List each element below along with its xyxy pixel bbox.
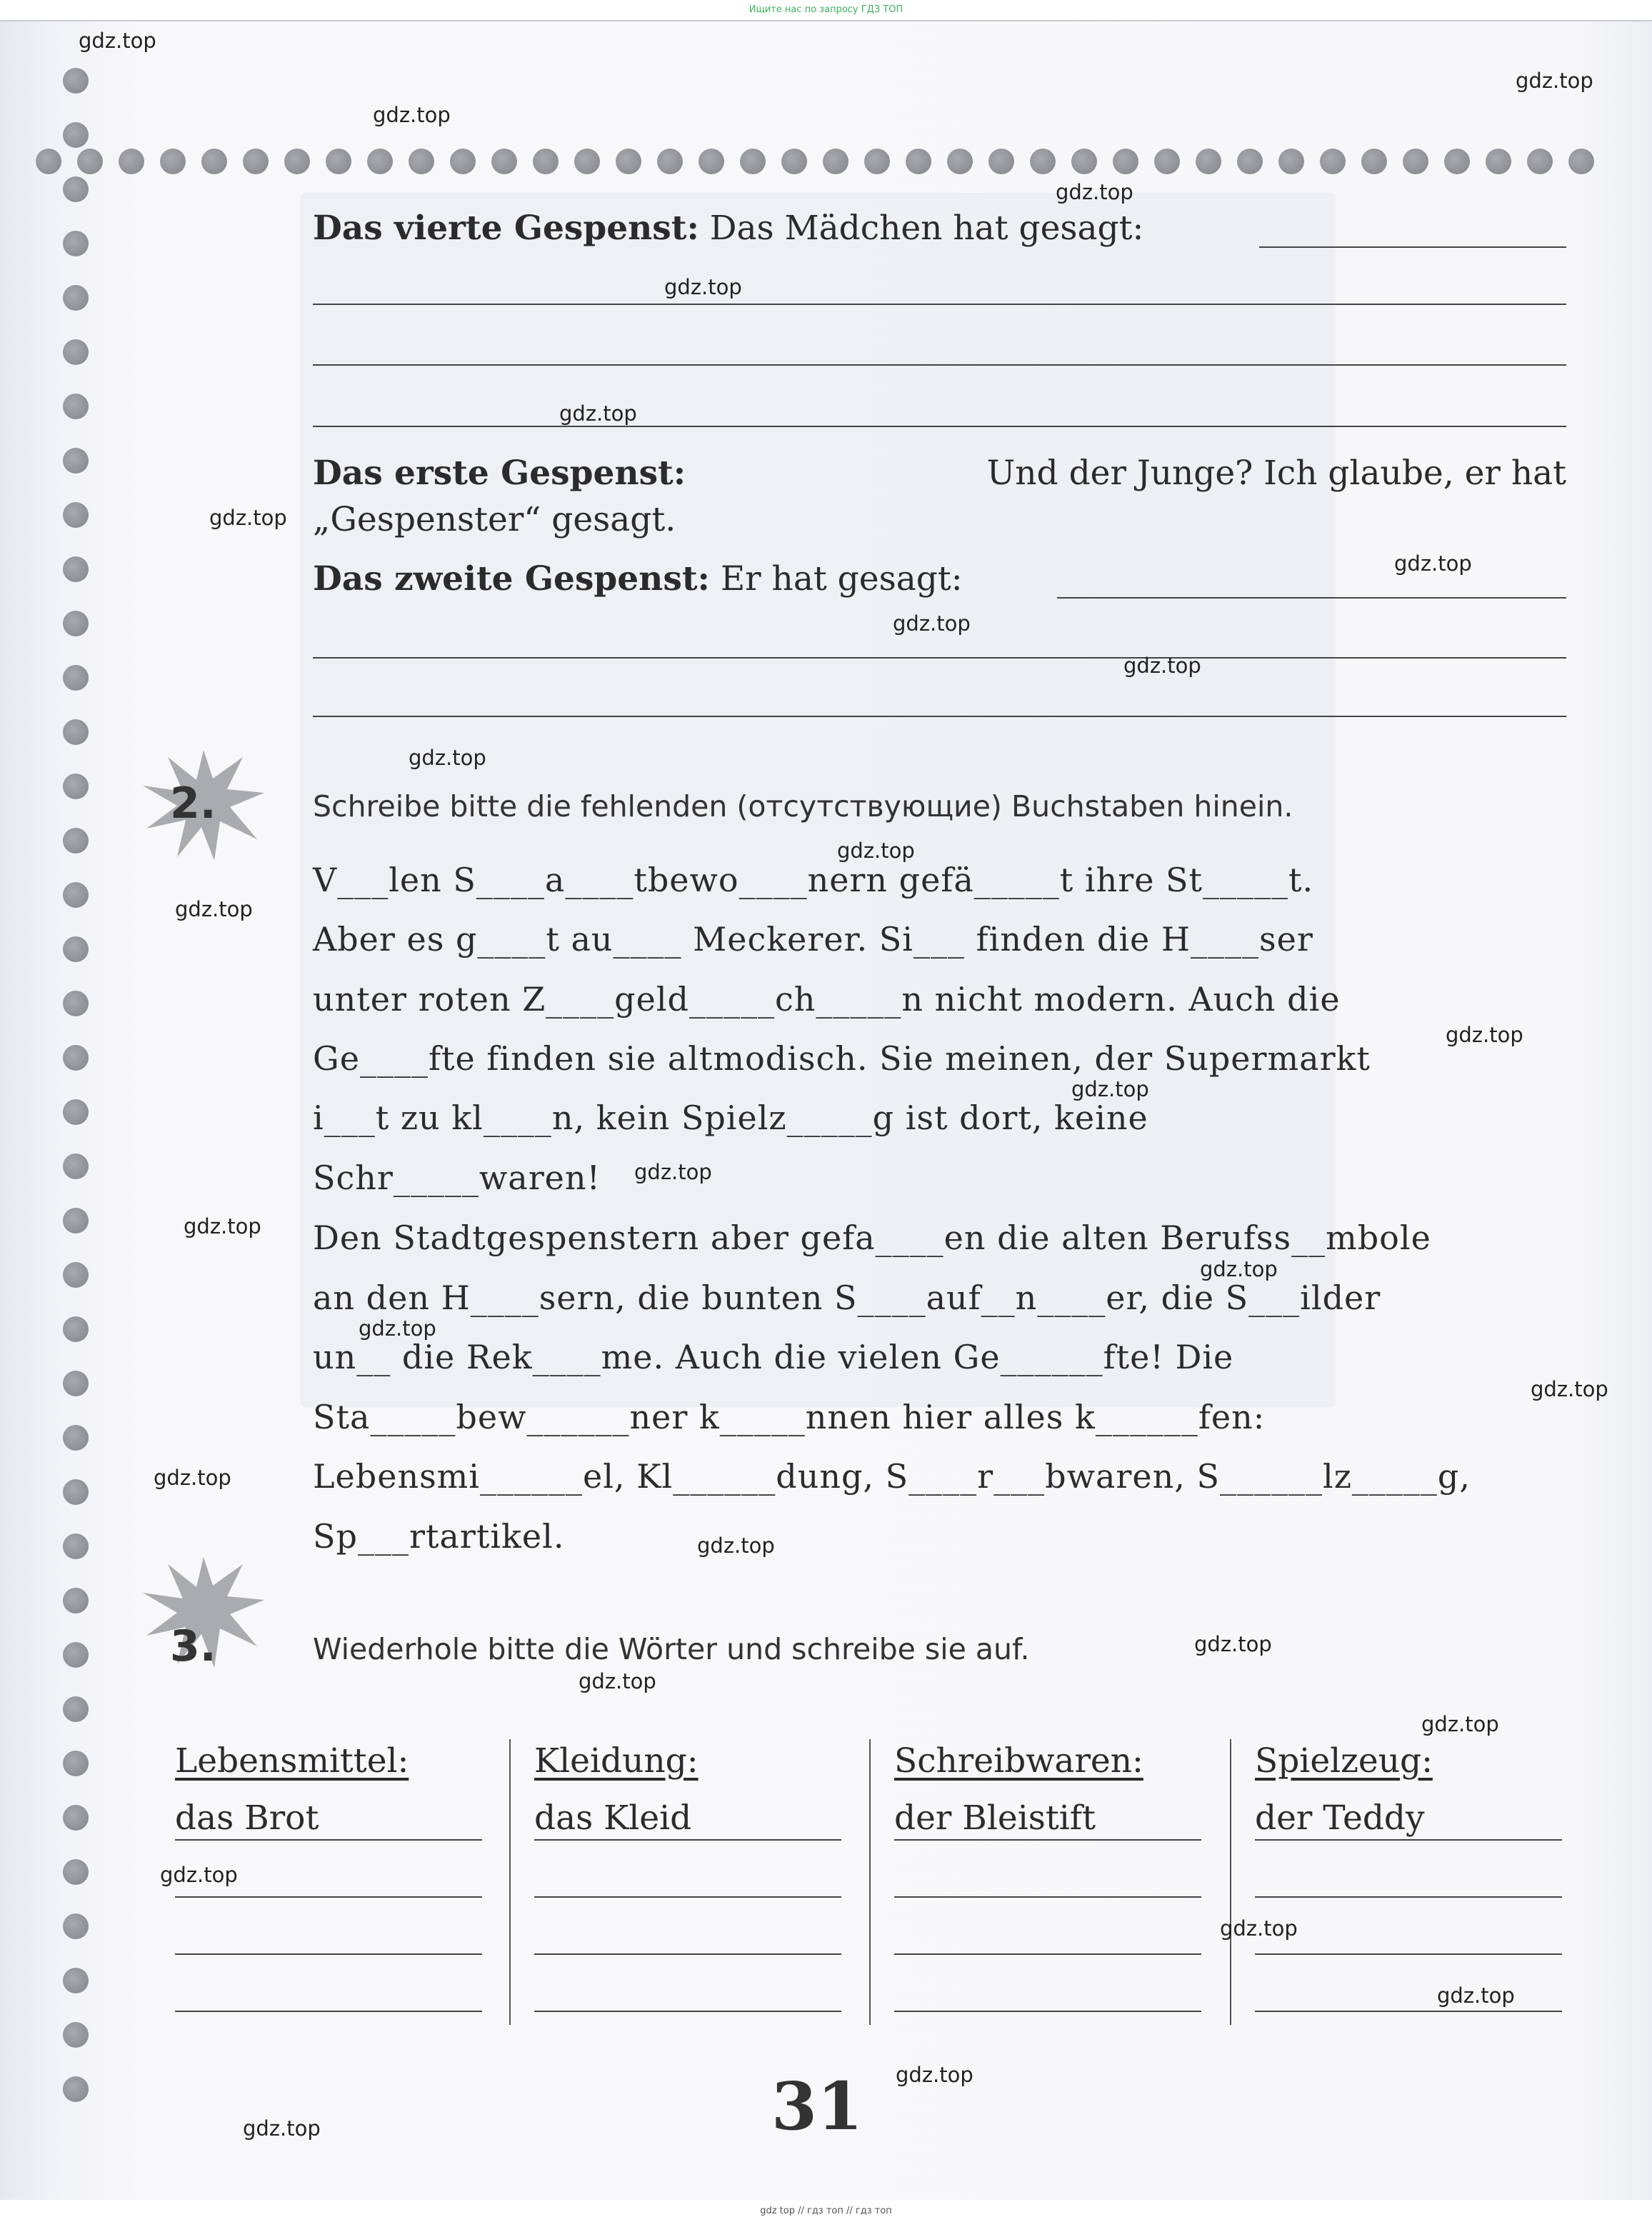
- binder-hole: [77, 149, 103, 174]
- column-divider: [509, 1739, 511, 2025]
- binder-hole: [367, 149, 393, 174]
- binder-hole: [63, 1316, 89, 1342]
- speaker-text: Das Mädchen hat gesagt:: [709, 209, 1144, 248]
- speaker-label: Das zweite Gespenst:: [313, 559, 710, 599]
- binder-hole: [63, 991, 89, 1016]
- watermark-text: gdz.top: [634, 1160, 712, 1184]
- exercise-3-number: 3.: [170, 1621, 216, 1671]
- binder-hole: [63, 882, 89, 908]
- binder-hole: [657, 149, 683, 174]
- binder-hole: [326, 149, 351, 174]
- binder-hole: [699, 149, 724, 174]
- binder-hole: [63, 502, 89, 528]
- binder-hole: [284, 149, 310, 174]
- binder-hole: [63, 1805, 89, 1831]
- speaker-text: Und der Junge? Ich glaube, er hat: [986, 454, 1566, 493]
- watermark-text: gdz.top: [175, 897, 253, 921]
- binder-hole: [533, 149, 559, 174]
- exercise-3-instruction: Wiederhole bitte die Wörter und schreibe sie auf.: [313, 1632, 1030, 1666]
- watermark-text: gdz.top: [1200, 1257, 1278, 1281]
- example-word: das Kleid: [534, 1798, 692, 1838]
- watermark-text: gdz.top: [1123, 654, 1201, 678]
- binder-hole: [63, 339, 89, 365]
- watermark-text: gdz.top: [1056, 180, 1133, 204]
- binder-hole: [1196, 149, 1221, 174]
- binder-hole: [1113, 149, 1138, 174]
- answer-line[interactable]: [313, 657, 1566, 659]
- binder-hole: [947, 149, 973, 174]
- watermark-text: gdz.top: [559, 401, 637, 426]
- bottom-banner: gdz top // гдз топ // гдз топ: [0, 2200, 1652, 2222]
- binder-hole: [63, 1588, 89, 1613]
- gap-fill-line[interactable]: Den Stadtgespenstern aber gefa____en die alten Berufss__mbole: [313, 1218, 1431, 1257]
- watermark-text: gdz.top: [209, 506, 287, 530]
- speaker-text: Er hat gesagt:: [720, 559, 963, 599]
- answer-line[interactable]: [534, 1953, 841, 1955]
- exercise-2-instruction: Schreibe bitte die fehlenden (отсутствующие) Buchstaben hinein.: [313, 789, 1293, 824]
- binder-hole: [864, 149, 890, 174]
- binder-hole: [781, 149, 807, 174]
- answer-line[interactable]: [175, 1953, 482, 1955]
- watermark-text: gdz.top: [896, 2063, 973, 2087]
- binder-hole: [1486, 149, 1511, 174]
- binder-hole: [1568, 149, 1594, 174]
- watermark-text: gdz.top: [184, 1214, 261, 1238]
- dialogue-line-1: [313, 454, 1566, 493]
- answer-line[interactable]: [1255, 1839, 1562, 1841]
- binder-hole: [1361, 149, 1387, 174]
- column-header: Lebensmittel:: [175, 1741, 409, 1781]
- binder-hole: [1071, 149, 1097, 174]
- binder-hole: [63, 448, 89, 474]
- example-word: der Bleistift: [894, 1798, 1096, 1838]
- answer-line[interactable]: [894, 1896, 1201, 1898]
- speaker-label: Das erste Gespenst:: [313, 454, 686, 493]
- binder-hole: [63, 936, 89, 962]
- binder-hole: [1154, 149, 1180, 174]
- example-word: das Brot: [175, 1798, 319, 1838]
- gap-fill-line[interactable]: V___len S____a____tbewo____nern gefä_____t ihre St_____t.: [313, 861, 1314, 899]
- watermark-text: gdz.top: [1437, 1983, 1515, 2008]
- binder-hole: [63, 1479, 89, 1505]
- binder-hole: [906, 149, 931, 174]
- answer-line[interactable]: [1255, 2011, 1562, 2012]
- binder-hole: [63, 231, 89, 256]
- binder-hole: [491, 149, 517, 174]
- binder-hole: [63, 1968, 89, 1993]
- binder-hole: [1237, 149, 1263, 174]
- binder-hole: [63, 2022, 89, 2048]
- binder-hole: [243, 149, 269, 174]
- dialogue-line-4: [313, 209, 1143, 248]
- watermark-text: gdz.top: [373, 103, 451, 127]
- top-banner[interactable]: Ищите нас по запросу ГДЗ ТОП: [0, 0, 1652, 21]
- binder-hole: [988, 149, 1014, 174]
- answer-line[interactable]: [313, 716, 1566, 717]
- watermark-text: gdz.top: [837, 839, 915, 863]
- watermark-text: gdz.top: [1531, 1377, 1608, 1401]
- watermark-text: gdz.top: [1516, 69, 1593, 93]
- speaker-label: Das vierte Gespenst:: [313, 209, 699, 248]
- watermark-text: gdz.top: [79, 29, 156, 53]
- binder-hole: [616, 149, 641, 174]
- watermark-text: gdz.top: [409, 746, 486, 770]
- binder-hole: [63, 1371, 89, 1396]
- binder-hole: [1278, 149, 1304, 174]
- binder-hole: [1320, 149, 1346, 174]
- binder-hole: [63, 556, 89, 582]
- watermark-text: gdz.top: [160, 1863, 238, 1887]
- binder-hole: [63, 719, 89, 745]
- answer-line[interactable]: [894, 1953, 1201, 1955]
- binder-hole: [201, 149, 227, 174]
- binder-hole: [63, 176, 89, 202]
- dialogue-line-2: [313, 559, 963, 599]
- gap-fill-line[interactable]: Sp___rtartikel.: [313, 1517, 565, 1556]
- gap-fill-line[interactable]: un__ die Rek____me. Auch die vielen Ge______fte! Die: [313, 1338, 1234, 1376]
- binder-hole: [1444, 149, 1470, 174]
- binder-hole: [63, 1425, 89, 1451]
- binder-hole: [160, 149, 186, 174]
- binder-hole: [63, 1751, 89, 1776]
- watermark-text: gdz.top: [1421, 1712, 1499, 1736]
- column-divider: [869, 1739, 871, 2025]
- gap-fill-line[interactable]: Lebensmi______el, Kl______dung, S____r___bwaren, S______lz_____g,: [313, 1457, 1471, 1496]
- answer-line[interactable]: [1255, 1953, 1562, 1955]
- watermark-text: gdz.top: [1394, 551, 1472, 576]
- gap-fill-line[interactable]: Sta_____bew______ner k_____nnen hier alles k______fen:: [313, 1398, 1266, 1436]
- binder-hole: [63, 1859, 89, 1885]
- page-number: 31: [771, 2068, 863, 2145]
- gap-fill-line[interactable]: Ge____fte finden sie altmodisch. Sie meinen, der Supermarkt: [313, 1039, 1371, 1078]
- watermark-text: gdz.top: [1071, 1077, 1149, 1101]
- binder-hole: [63, 1642, 89, 1668]
- binder-hole: [1527, 149, 1553, 174]
- answer-line[interactable]: [894, 2011, 1201, 2012]
- binder-hole: [63, 2076, 89, 2102]
- binder-hole: [63, 1153, 89, 1179]
- exercise-2-number: 2.: [170, 779, 216, 829]
- watermark-text: gdz.top: [664, 275, 742, 299]
- binder-hole: [1030, 149, 1056, 174]
- example-word: der Teddy: [1255, 1798, 1425, 1838]
- binder-hole: [63, 1913, 89, 1939]
- binder-hole: [63, 285, 89, 311]
- binder-hole: [63, 1208, 89, 1233]
- binder-hole: [63, 1045, 89, 1071]
- column-header: Kleidung:: [534, 1741, 699, 1781]
- watermark-text: gdz.top: [579, 1669, 656, 1693]
- binder-hole: [63, 828, 89, 854]
- binder-hole: [63, 665, 89, 691]
- answer-line[interactable]: [534, 1896, 841, 1898]
- answer-line[interactable]: [175, 1839, 482, 1841]
- column-header: Schreibwaren:: [894, 1741, 1143, 1781]
- binder-hole: [119, 149, 144, 174]
- watermark-text: gdz.top: [243, 2116, 321, 2141]
- watermark-text: gdz.top: [1220, 1916, 1298, 1941]
- answer-line[interactable]: [894, 1839, 1201, 1841]
- answer-line[interactable]: [1259, 246, 1566, 248]
- answer-line[interactable]: [313, 426, 1566, 427]
- watermark-text: gdz.top: [697, 1533, 775, 1558]
- answer-line[interactable]: [534, 1839, 841, 1841]
- watermark-text: gdz.top: [1446, 1023, 1523, 1047]
- gap-fill-line[interactable]: Aber es g____t au____ Meckerer. Si___ finden die H____ser: [313, 920, 1313, 959]
- binder-hole: [63, 1262, 89, 1288]
- gap-fill-line[interactable]: an den H____sern, die bunten S____auf__n____er, die S___ilder: [313, 1278, 1381, 1317]
- binder-hole: [63, 1696, 89, 1722]
- binder-hole: [63, 122, 89, 148]
- binder-hole: [574, 149, 600, 174]
- watermark-text: gdz.top: [1194, 1632, 1272, 1656]
- gap-fill-line[interactable]: unter roten Z____geld_____ch_____n nicht modern. Auch die: [313, 980, 1341, 1019]
- answer-line[interactable]: [175, 1896, 482, 1898]
- answer-line[interactable]: [534, 2011, 841, 2012]
- gap-fill-line[interactable]: Schr_____waren!: [313, 1158, 601, 1197]
- binder-hole: [1403, 149, 1428, 174]
- binder-hole: [36, 149, 61, 174]
- answer-line[interactable]: [175, 2011, 482, 2012]
- binder-hole: [409, 149, 434, 174]
- dialogue-line-1-cont: „Gespenster“ gesagt.: [313, 500, 676, 539]
- answer-line[interactable]: [313, 304, 1566, 305]
- watermark-text: gdz.top: [359, 1316, 436, 1341]
- binder-hole: [63, 611, 89, 636]
- answer-line[interactable]: [1255, 1896, 1562, 1898]
- binder-hole: [740, 149, 766, 174]
- column-header: Spielzeug:: [1255, 1741, 1433, 1781]
- binder-hole: [63, 1533, 89, 1559]
- binder-hole: [823, 149, 848, 174]
- binder-hole: [450, 149, 476, 174]
- gap-fill-line[interactable]: i___t zu kl____n, kein Spielz_____g ist dort, keine: [313, 1099, 1148, 1137]
- binder-hole: [63, 1099, 89, 1125]
- binder-hole: [63, 394, 89, 419]
- watermark-text: gdz.top: [154, 1466, 231, 1490]
- answer-line[interactable]: [313, 364, 1566, 366]
- column-divider: [1230, 1739, 1231, 2025]
- binder-hole: [63, 68, 89, 94]
- answer-line[interactable]: [1057, 597, 1566, 599]
- binder-hole: [63, 774, 89, 799]
- watermark-text: gdz.top: [893, 611, 971, 636]
